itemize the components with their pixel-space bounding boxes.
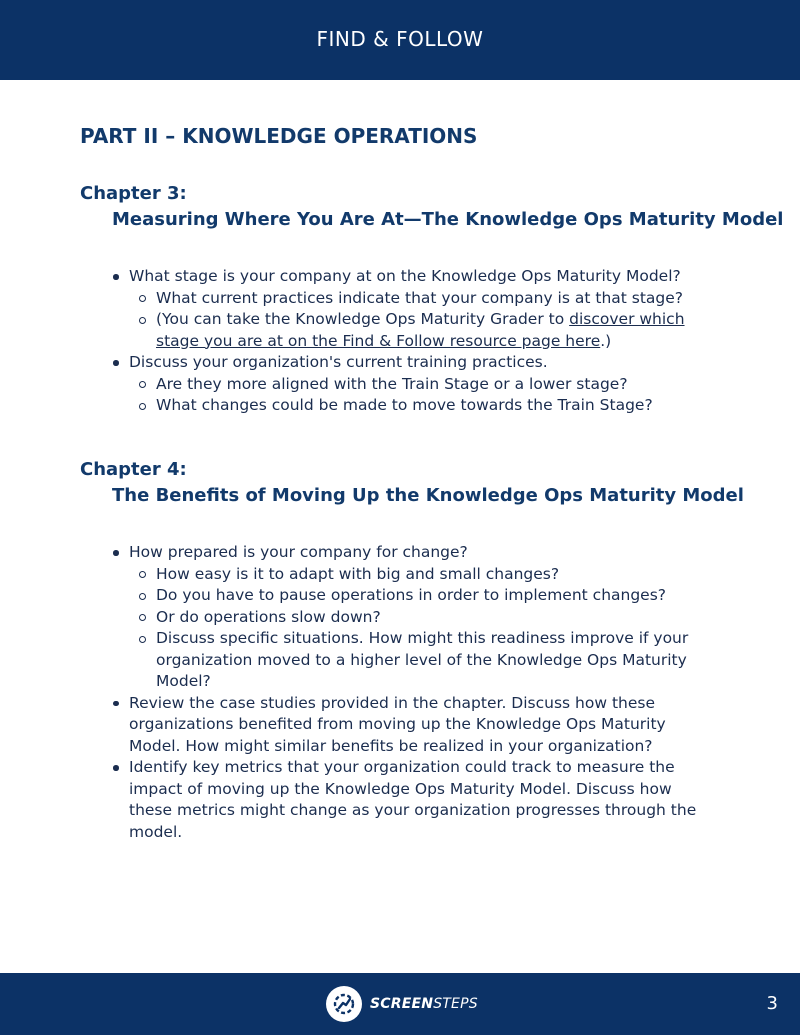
question-text: .) (600, 331, 612, 350)
list-item (0, 266, 709, 352)
list-item (0, 542, 709, 693)
chapter-4-subtitle: The Benefits of Moving Up the Knowledge Ops Maturity Model (112, 485, 744, 506)
question-text: What changes could be made to move towards the Train Stage? (156, 396, 653, 414)
sub-list-item (129, 607, 726, 629)
part-title: PART II – KNOWLEDGE OPERATIONS (80, 124, 478, 148)
question-text: Or do operations slow down? (156, 607, 381, 626)
sub-list-item (129, 564, 726, 586)
screensteps-logo (326, 985, 478, 1023)
page-number: 3 (766, 993, 778, 1014)
logo-wordmark-light: STEPS (433, 996, 478, 1012)
question-text: Review the case studies provided in the chapter. Discuss how these organizations benefited from moving up the Knowledge Ops Maturity Model. How might similar benefits be realized in your organization? (129, 693, 666, 755)
chapter-3-questions (0, 266, 709, 417)
logo-wordmark (370, 996, 478, 1012)
logo-wordmark-bold: SCREEN (370, 996, 434, 1012)
sub-list-item (129, 628, 726, 693)
sub-list-item (129, 309, 726, 352)
sub-list-item (129, 288, 726, 310)
chapter-3-label: Chapter 3: (80, 183, 187, 204)
chapter-4-label: Chapter 4: (80, 459, 187, 480)
sub-list (129, 288, 709, 353)
resource-page-link[interactable]: discover which stage you are at on the Find & Follow resource page here (156, 310, 685, 350)
question-text: Discuss specific situations. How might this readiness improve if your organization moved to a higher level of the Knowledge Ops Maturity Model? (156, 629, 689, 690)
question-text: Discuss your organization's current training practices. (129, 353, 548, 371)
question-text: What stage is your company at on the Knowledge Ops Maturity Model? (129, 267, 681, 285)
header-title: FIND & FOLLOW (316, 27, 484, 51)
list-item (0, 352, 709, 417)
sub-list-item (129, 585, 726, 607)
question-text: How easy is it to adapt with big and small changes? (156, 564, 560, 583)
sub-list-item (129, 374, 726, 396)
page-footer (0, 973, 800, 1035)
screensteps-logo-icon (326, 986, 362, 1022)
question-text: (You can take the Knowledge Ops Maturity Grader to (156, 310, 570, 328)
question-text: What current practices indicate that your company is at that stage? (156, 288, 684, 307)
sub-list (129, 374, 709, 417)
list-item (0, 693, 709, 758)
question-text: Do you have to pause operations in order to implement changes? (156, 586, 667, 604)
question-text: Identify key metrics that your organization could track to measure the impact of moving up the Knowledge Ops Maturity Model. Discuss how these metrics might change as your organization progresses through the model. (129, 758, 697, 841)
page-header (0, 0, 800, 80)
sub-list-item (129, 395, 726, 417)
chapter-3-subtitle: Measuring Where You Are At—The Knowledge Ops Maturity Model (112, 209, 784, 230)
sub-list (129, 564, 709, 693)
question-text: How prepared is your company for change? (129, 543, 468, 561)
list-item (0, 757, 709, 843)
question-text: Are they more aligned with the Train Stage or a lower stage? (156, 374, 628, 393)
chapter-4-questions (0, 542, 709, 843)
